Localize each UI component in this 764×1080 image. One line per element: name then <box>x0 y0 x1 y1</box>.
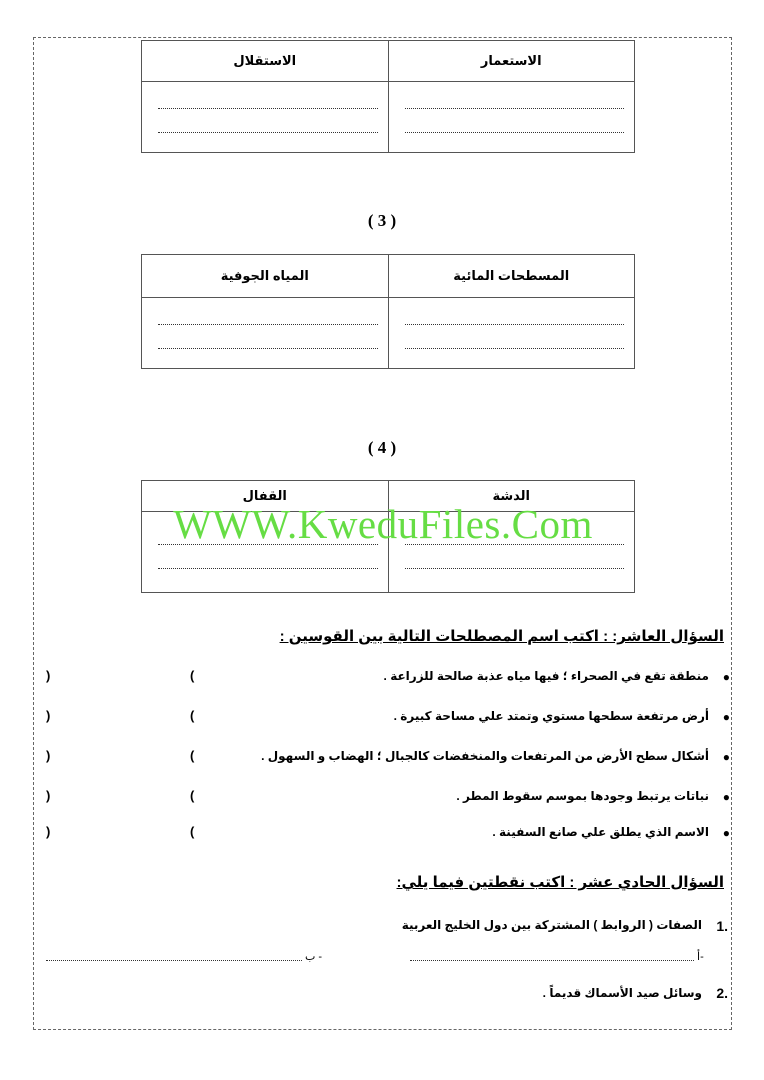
answer-paren-close[interactable]: ) <box>46 788 51 803</box>
answer-paren-close[interactable]: ) <box>46 668 51 683</box>
q10-item-text: أشكال سطح الأرض من المرتفعات والمنخفضات كالجبال ؛ الهضاب و السهول . <box>261 749 709 763</box>
table3-header-right: المسطحات المائية <box>388 255 635 298</box>
bullet-icon: ● <box>722 750 730 764</box>
table4-label: ( 4 ) <box>367 438 397 457</box>
answer-paren-close[interactable]: ) <box>46 708 51 723</box>
answer-b-line[interactable] <box>46 960 302 961</box>
question-11-heading: السؤال الحادي عشر : اكتب نقطتين فيما يلي: <box>396 874 724 891</box>
bullet-icon: ● <box>722 826 730 840</box>
comparison-table-4 <box>141 480 635 593</box>
table1-answer-left[interactable] <box>142 82 389 153</box>
table3-answer-right[interactable] <box>388 298 635 369</box>
q10-item-text: الاسم الذي يطلق علي صانع السفينة . <box>492 825 709 839</box>
q11-item-number: 2. <box>716 985 728 1001</box>
table3-header-left: المياه الجوفية <box>142 255 389 298</box>
bullet-icon: ● <box>722 710 730 724</box>
answer-paren-close[interactable]: ) <box>46 824 51 839</box>
table1-answer-right[interactable] <box>388 82 635 153</box>
answer-paren-open[interactable]: ( <box>190 788 195 803</box>
answer-paren-open[interactable]: ( <box>190 824 195 839</box>
table3-answer-left[interactable] <box>142 298 389 369</box>
answer-paren-open[interactable]: ( <box>190 708 195 723</box>
q10-item-text: منطقة تقع في الصحراء ؛ فيها مياه عذبة صالحة للزراعة . <box>383 669 709 683</box>
comparison-table-3 <box>141 254 635 369</box>
q11-item-text: وسائل صيد الأسماك قديماً . <box>542 986 702 1000</box>
question-10-heading: السؤال العاشر: : اكتب اسم المصطلحات التالية بين القوسين : <box>279 628 724 645</box>
table4-answer-left[interactable] <box>142 512 389 593</box>
answer-paren-close[interactable]: ) <box>46 748 51 763</box>
q10-item-text: أرض مرتفعة سطحها مستوي وتمتد علي مساحة كبيرة . <box>393 709 709 723</box>
q11-item-text: الصفات ( الروابط ) المشتركة بين دول الخليج العربية <box>401 918 702 932</box>
answer-b-label: ب - <box>305 951 323 963</box>
watermark-text: WWW.KweduFiles.Com <box>173 501 593 547</box>
comparison-table-1 <box>141 40 635 153</box>
table4-header-left: القفال <box>142 481 389 512</box>
answer-paren-open[interactable]: ( <box>190 748 195 763</box>
answer-paren-open[interactable]: ( <box>190 668 195 683</box>
table4-answer-right[interactable] <box>388 512 635 593</box>
answer-a-line[interactable] <box>410 960 694 961</box>
q10-item-text: نباتات يرتبط وجودها بموسم سقوط المطر . <box>456 789 709 803</box>
table1-header-right: الاستعمار <box>388 41 635 82</box>
q11-item-number: 1. <box>716 918 728 934</box>
table3-label: ( 3 ) <box>367 211 397 230</box>
table4-header-right: الدشة <box>388 481 635 512</box>
table1-header-left: الاستقلال <box>142 41 389 82</box>
answer-a-label: أ- <box>697 951 704 963</box>
bullet-icon: ● <box>722 790 730 804</box>
bullet-icon: ● <box>722 670 730 684</box>
